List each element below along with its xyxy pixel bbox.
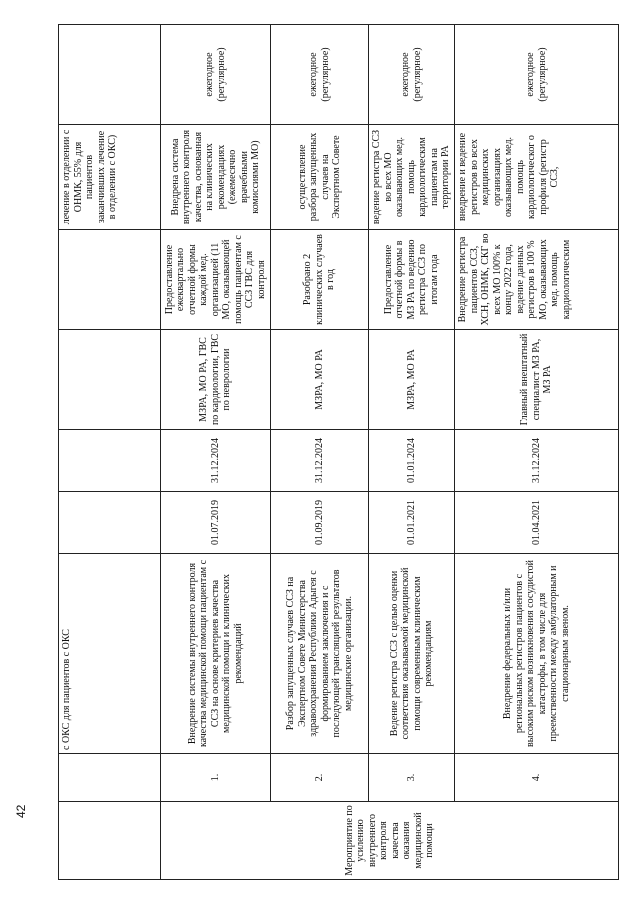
end-date: 31.12.2024 bbox=[161, 430, 271, 492]
characteristic-cell: Предоставление отчетной формы в МЗ РА по ведению регистра ССЗ по итогам года bbox=[369, 230, 455, 330]
responsible-cell-empty bbox=[59, 330, 161, 430]
table-row bbox=[369, 25, 455, 880]
result-cell: внедрение и ведение регистров во всех медицинских организациях оказывающих мед. помощь кардиологическог о профиля (регистр ССЗ, bbox=[455, 125, 619, 230]
start-date: 01.07.2019 bbox=[161, 492, 271, 554]
table-row bbox=[455, 25, 619, 880]
start-date: 01.01.2021 bbox=[369, 492, 455, 554]
regularity-cell: ежегодное (регулярное) bbox=[271, 25, 369, 125]
responsible-cell: МЗРА, МО РА bbox=[369, 330, 455, 430]
row-number: 4. bbox=[455, 754, 619, 802]
end-date: 31.12.2024 bbox=[271, 430, 369, 492]
measures-table bbox=[58, 24, 619, 880]
result-cell: Внедрена система внутреннего контроля качества, основанная на клинических рекомендациях (ежемесячно врачебными комиссиями МО) bbox=[161, 125, 271, 230]
group-title: Мероприятие по усилению внутреннего контроля качества оказания медицинской помощи bbox=[161, 802, 619, 880]
regularity-cell-empty bbox=[59, 25, 161, 125]
table-row bbox=[271, 25, 369, 880]
start-date: 01.04.2021 bbox=[455, 492, 619, 554]
start-date: 01.09.2019 bbox=[271, 492, 369, 554]
characteristic-cell: Внедрение регистра пациентов ССЗ, ХСН, ОНМК, СКГ во всех МО 100% к концу 2022 года, ведение данных регистров в 100 % МО, оказывающих мед. помощь кардиологическим bbox=[455, 230, 619, 330]
table-row bbox=[59, 25, 161, 880]
measure-cell: Внедрение федеральных и/или региональных регистров пациентов с высоким риском возникновения сосудистой катастрофы, в том числе для преемственности между амбулаторным и стационарным звеном. bbox=[455, 554, 619, 754]
measure-cell: с ОКС для пациентов с ОКС bbox=[59, 554, 161, 754]
start-cell-empty bbox=[59, 492, 161, 554]
rotated-table-wrapper bbox=[58, 25, 618, 880]
end-date: 01.01.2024 bbox=[369, 430, 455, 492]
characteristic-cell: Предоставление ежеквартально отчетной формы каждой мед. организацией (11 МО, оказывающей помощь пациентам с ССЗ ГВС для контроля bbox=[161, 230, 271, 330]
regularity-cell: ежегодное (регулярное) bbox=[369, 25, 455, 125]
regularity-cell: ежегодное (регулярное) bbox=[455, 25, 619, 125]
group-cell-empty bbox=[59, 802, 161, 880]
result-cell: лечение в отделении с ОНМК, 55% для пациентов заканчивших лечение в отделении с ОКС) bbox=[59, 125, 161, 230]
row-number: 3. bbox=[369, 754, 455, 802]
characteristic-cell-empty bbox=[59, 230, 161, 330]
regularity-cell: ежегодное (регулярное) bbox=[161, 25, 271, 125]
row-number: 1. bbox=[161, 754, 271, 802]
measure-cell: Ведение регистра ССЗ с целью оценки соответствия оказываемой медицинской помощи современным клиническим рекомендациям bbox=[369, 554, 455, 754]
row-number: 2. bbox=[271, 754, 369, 802]
end-date: 31.12.2024 bbox=[455, 430, 619, 492]
responsible-cell: Главный внештатный специалист МЗ РА, МЗ РА bbox=[455, 330, 619, 430]
end-cell-empty bbox=[59, 430, 161, 492]
result-cell: осуществление разбора запущенных случаев на Экспертном Совете bbox=[271, 125, 369, 230]
page-number: 42 bbox=[14, 804, 28, 818]
responsible-cell: МЗРА, МО РА, ГВС по кардиологии, ГВС по неврологии bbox=[161, 330, 271, 430]
responsible-cell: МЗРА, МО РА bbox=[271, 330, 369, 430]
measure-cell: Внедрение системы внутреннего контроля качества медицинской помощи пациентам с ССЗ на основе критериев качества медицинской помощи и клинических рекомендаций bbox=[161, 554, 271, 754]
num-cell-empty bbox=[59, 754, 161, 802]
result-cell: ведение регистра ССЗ во всех МО оказывающих мед. помощь кардиологическим пациентам на территории РА bbox=[369, 125, 455, 230]
characteristic-cell: Разобрано 2 клинических случаев в год bbox=[271, 230, 369, 330]
table-row bbox=[161, 25, 271, 880]
measure-cell: Разбор запущенных случаев ССЗ на Экспертном Совете Министерства здравоохранения Республики Адыгея с формированием заключения и с последующей трансляцией результатов медицинские организации. bbox=[271, 554, 369, 754]
